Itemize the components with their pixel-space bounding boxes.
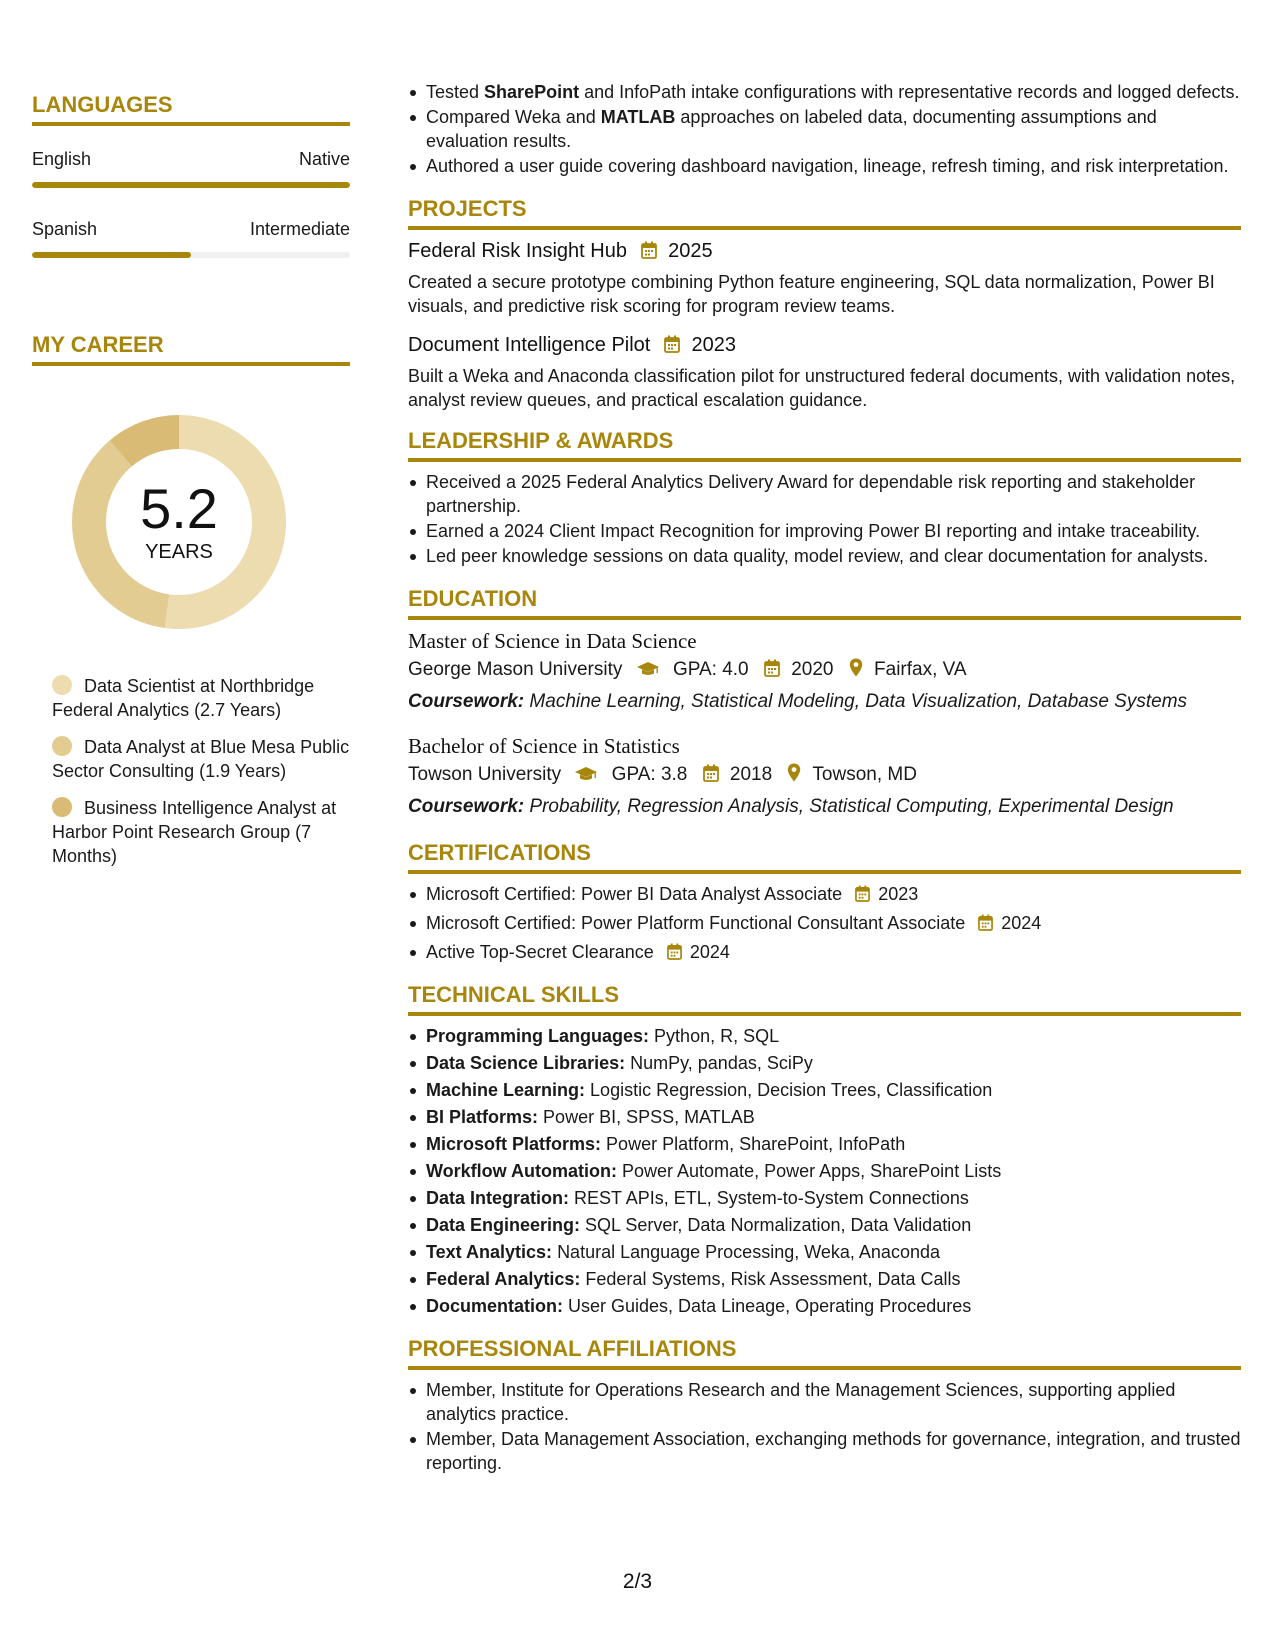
section-divider xyxy=(408,616,1241,620)
leadership-bullets xyxy=(408,470,1241,568)
career-legend xyxy=(32,674,350,868)
language-proficiency-bar xyxy=(32,182,350,188)
career-total-unit: YEARS xyxy=(145,541,213,563)
education-item xyxy=(408,733,1241,820)
language-item xyxy=(32,148,350,188)
skill-category: Machine Learning: xyxy=(426,1080,586,1100)
calendar-icon xyxy=(641,240,657,266)
skill-item xyxy=(408,1132,1241,1156)
section-divider xyxy=(32,362,350,366)
certification-list xyxy=(408,882,1241,966)
certification-name: Microsoft Certified: Power Platform Functional Consultant Associate xyxy=(426,913,966,933)
language-proficiency-bar xyxy=(32,252,350,258)
certification-year: 2024 xyxy=(689,942,730,962)
coursework-list: Probability, Regression Analysis, Statistical Computing, Experimental Design xyxy=(529,796,1174,817)
coursework xyxy=(408,689,1241,715)
bullet-text: and InfoPath intake configurations with representative records and logged defects. xyxy=(579,82,1240,102)
skill-item xyxy=(408,1240,1241,1264)
certification-name: Active Top-Secret Clearance xyxy=(426,942,654,962)
leadership-bullet: Earned a 2024 Client Impact Recognition for improving Power BI reporting and intake traceability. xyxy=(408,519,1241,543)
experience-bullet xyxy=(408,154,1241,178)
school-location: Towson, MD xyxy=(812,764,917,785)
skill-category: Data Science Libraries: xyxy=(426,1053,626,1073)
career-entry-label: Data Scientist at Northbridge Federal Analytics (2.7 Years) xyxy=(52,676,315,720)
section-divider xyxy=(408,226,1241,230)
project-name: Document Intelligence Pilot xyxy=(408,334,651,356)
project-description: Created a secure prototype combining Python feature engineering, SQL data normalization, Power BI visuals, and predictive risk scoring for program review teams. xyxy=(408,272,1215,316)
skill-category: Data Engineering: xyxy=(426,1215,581,1235)
skill-item xyxy=(408,1213,1241,1237)
section-divider xyxy=(408,1366,1241,1370)
school-name: Towson University xyxy=(408,764,562,785)
language-name: English xyxy=(32,149,92,169)
calendar-icon xyxy=(667,942,682,966)
certification-item xyxy=(408,940,1241,966)
skill-values: NumPy, pandas, SciPy xyxy=(630,1053,813,1073)
calendar-icon xyxy=(764,659,780,685)
career-legend-item xyxy=(52,674,350,722)
degree-title: Master of Science in Data Science xyxy=(408,629,697,653)
projects-section xyxy=(408,196,1241,412)
coursework-label: Coursework: xyxy=(408,691,525,712)
leadership-bullet: Received a 2025 Federal Analytics Delivery Award for dependable risk reporting and stakeholder partnership. xyxy=(408,470,1241,518)
right-column xyxy=(408,80,1241,1475)
skill-item xyxy=(408,1294,1241,1318)
graduation-year: 2018 xyxy=(729,764,773,785)
skill-item xyxy=(408,1105,1241,1129)
skill-values: Python, R, SQL xyxy=(654,1026,780,1046)
career-legend-item xyxy=(52,735,350,783)
skill-category: Workflow Automation: xyxy=(426,1161,617,1181)
experience-bullets xyxy=(408,80,1241,178)
skill-category: Microsoft Platforms: xyxy=(426,1134,602,1154)
education-item xyxy=(408,628,1241,715)
certification-name: Microsoft Certified: Power BI Data Analyst Associate xyxy=(426,884,843,904)
skill-values: User Guides, Data Lineage, Operating Procedures xyxy=(568,1296,972,1316)
career-total-years: 5.2 xyxy=(140,477,218,540)
skill-item xyxy=(408,1186,1241,1210)
certification-year: 2023 xyxy=(878,884,919,904)
legend-dot-icon xyxy=(52,675,72,695)
project-year: 2023 xyxy=(691,334,736,356)
section-title: CERTIFICATIONS xyxy=(408,840,591,865)
skill-values: Power Automate, Power Apps, SharePoint Lists xyxy=(622,1161,1002,1181)
project-description: Built a Weka and Anaconda classification pilot for unstructured federal documents, with validation notes, analyst review queues, and practical escalation guidance. xyxy=(408,366,1236,410)
gpa: GPA: 4.0 xyxy=(672,659,749,680)
donut-center xyxy=(65,408,293,636)
language-proficiency-fill xyxy=(32,182,350,188)
languages-section xyxy=(32,92,350,258)
skill-values: Natural Language Processing, Weka, Anaconda xyxy=(557,1242,940,1262)
career-donut-chart xyxy=(65,408,293,636)
leadership-bullet: Led peer knowledge sessions on data quality, model review, and clear documentation for analysts. xyxy=(408,544,1241,568)
map-pin-icon xyxy=(787,763,801,790)
skill-category: Data Integration: xyxy=(426,1188,570,1208)
experience-bullet xyxy=(408,80,1241,104)
language-level: Native xyxy=(298,149,350,169)
affiliations-section xyxy=(408,1336,1241,1475)
skill-values: Power Platform, SharePoint, InfoPath xyxy=(606,1134,906,1154)
skill-category: BI Platforms: xyxy=(426,1107,539,1127)
school-location: Fairfax, VA xyxy=(874,659,967,680)
skill-item xyxy=(408,1051,1241,1075)
career-section xyxy=(32,332,350,868)
skill-values: Power BI, SPSS, MATLAB xyxy=(543,1107,755,1127)
skill-item xyxy=(408,1078,1241,1102)
career-legend-item xyxy=(52,796,350,868)
bullet-text: Compared Weka and xyxy=(426,107,601,127)
skills-list xyxy=(408,1024,1241,1318)
skill-category: Federal Analytics: xyxy=(426,1269,581,1289)
project-item xyxy=(408,332,1241,412)
skill-category: Documentation: xyxy=(426,1296,563,1316)
calendar-icon xyxy=(703,764,719,790)
graduation-cap-icon xyxy=(636,659,660,685)
degree-title: Bachelor of Science in Statistics xyxy=(408,734,680,758)
career-entry-label: Data Analyst at Blue Mesa Public Sector Consulting (1.9 Years) xyxy=(52,737,350,781)
career-entry-label: Business Intelligence Analyst at Harbor Point Research Group (7 Months) xyxy=(52,798,337,866)
language-level: Intermediate xyxy=(249,219,350,239)
bullet-text: Tested xyxy=(426,82,485,102)
gpa: GPA: 3.8 xyxy=(611,764,688,785)
bullet-text: approaches on labeled data, documenting assumptions and evaluation results. xyxy=(426,107,1157,151)
section-title: LANGUAGES xyxy=(32,92,173,117)
skill-values: Logistic Regression, Decision Trees, Classification xyxy=(590,1080,993,1100)
skill-values: Federal Systems, Risk Assessment, Data Calls xyxy=(585,1269,961,1289)
skills-section xyxy=(408,982,1241,1318)
skill-item xyxy=(408,1024,1241,1048)
affiliation-item: Member, Institute for Operations Research and the Management Sciences, supporting applied analytics practice. xyxy=(408,1378,1241,1426)
language-name: Spanish xyxy=(32,219,98,239)
skill-category: Programming Languages: xyxy=(426,1026,650,1046)
skill-category: Text Analytics: xyxy=(426,1242,553,1262)
section-title: LEADERSHIP & AWARDS xyxy=(408,428,674,453)
education-section xyxy=(408,586,1241,820)
section-title: TECHNICAL SKILLS xyxy=(408,982,620,1007)
skill-item xyxy=(408,1159,1241,1183)
certifications-section xyxy=(408,840,1241,966)
section-divider xyxy=(408,870,1241,874)
section-title: PROJECTS xyxy=(408,196,527,221)
calendar-icon xyxy=(664,334,680,360)
bullet-emphasis: MATLAB xyxy=(600,107,676,127)
map-pin-icon xyxy=(849,658,863,685)
affiliations-list xyxy=(408,1378,1241,1475)
language-proficiency-fill xyxy=(32,252,191,258)
certification-year: 2024 xyxy=(1001,913,1042,933)
project-year: 2025 xyxy=(668,240,713,262)
calendar-icon xyxy=(855,884,870,908)
coursework-list: Machine Learning, Statistical Modeling, Data Visualization, Database Systems xyxy=(529,691,1188,712)
project-item xyxy=(408,238,1241,318)
leadership-section xyxy=(408,428,1241,568)
certification-item xyxy=(408,911,1241,937)
experience-bullet xyxy=(408,105,1241,153)
affiliation-item: Member, Data Management Association, exchanging methods for governance, integration, and trusted reporting. xyxy=(408,1427,1241,1475)
certification-item xyxy=(408,882,1241,908)
bullet-text: Authored a user guide covering dashboard navigation, lineage, refresh timing, and risk interpretation. xyxy=(426,156,1229,176)
section-title: MY CAREER xyxy=(32,332,164,357)
legend-dot-icon xyxy=(52,797,72,817)
legend-dot-icon xyxy=(52,736,72,756)
project-name: Federal Risk Insight Hub xyxy=(408,240,627,262)
coursework-label: Coursework: xyxy=(408,796,525,817)
graduation-year: 2020 xyxy=(791,659,834,680)
section-divider xyxy=(32,122,350,126)
language-item xyxy=(32,218,350,258)
bullet-emphasis: SharePoint xyxy=(484,82,580,102)
coursework xyxy=(408,794,1241,820)
section-divider xyxy=(408,458,1241,462)
school-name: George Mason University xyxy=(408,659,623,680)
page-number: 2/3 xyxy=(622,1570,653,1593)
graduation-cap-icon xyxy=(574,764,598,790)
section-title: PROFESSIONAL AFFILIATIONS xyxy=(408,1336,737,1361)
education-details xyxy=(408,762,1241,790)
calendar-icon xyxy=(978,913,993,937)
section-title: EDUCATION xyxy=(408,586,538,611)
skill-values: REST APIs, ETL, System-to-System Connections xyxy=(574,1188,969,1208)
education-details xyxy=(408,657,1241,685)
skill-values: SQL Server, Data Normalization, Data Validation xyxy=(585,1215,972,1235)
section-divider xyxy=(408,1012,1241,1016)
skill-item xyxy=(408,1267,1241,1291)
left-column xyxy=(32,92,350,881)
